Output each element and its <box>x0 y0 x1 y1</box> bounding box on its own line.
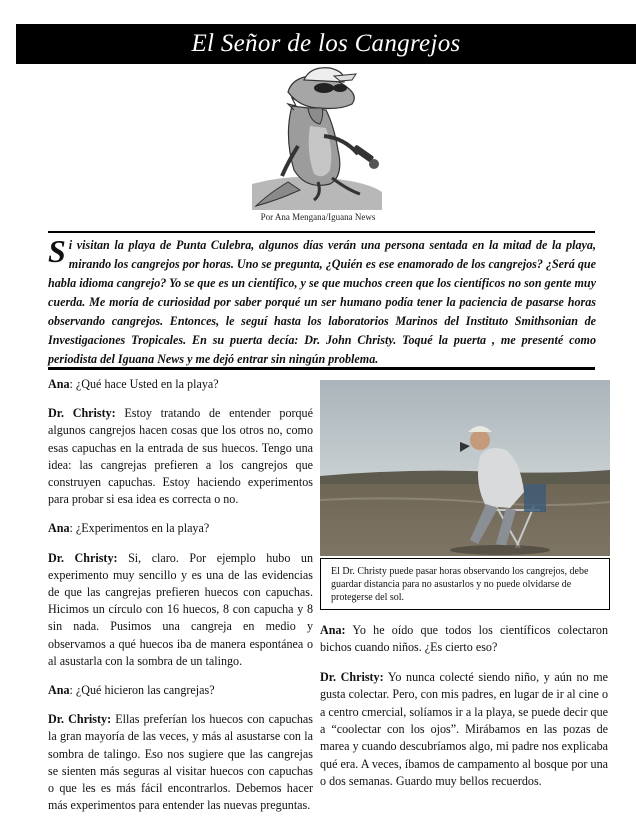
answer-text: Ellas preferían los huecos con capuchas la gran mayoría de las veces, y más al asustarse con la sombra de talingo. Eso nos sugiere que las cangrejas se sienten más seguras al visitar huecos con capuchas o que les es más fácil encontrarlos. Debemos hacer más experimentos para entender las nuevas preguntas. <box>48 712 313 813</box>
answer-text: Estoy tratando de entender porqué algunos cangrejos hacen cosas que los otros no, como esas capuchas en la entrada de sus huecos. Tengo una idea: las cangrejas prefieren a los cangrejos que construyen capuchas. Estoy haciendo experimentos para probar si esa idea es correcta o no. <box>48 406 313 507</box>
answer <box>48 405 313 508</box>
photo-caption: El Dr. Christy puede pasar horas observando los cangrejos, debe guardar distancia para no asustarlos y no puede olvidarse de protegerse del sol. <box>320 558 610 610</box>
iguana-reporter-icon <box>248 66 384 210</box>
beach-scientist-photo <box>320 380 610 556</box>
question <box>320 622 608 657</box>
title-banner <box>16 24 636 64</box>
answer-text: ¿Qué hicieron las cangrejas? <box>75 683 215 698</box>
speaker: Ana <box>48 683 70 698</box>
interview-right-column <box>320 622 608 803</box>
answer <box>48 711 313 814</box>
speaker: Ana <box>48 377 70 391</box>
top-divider <box>48 231 595 233</box>
section-divider <box>48 367 595 370</box>
speaker: Ana <box>48 521 70 536</box>
answer-text: Si, claro. Por ejemplo hubo un experimento muy sencillo y es una de las evidencias de que las cangrejas prefieren huecos con capuchas. Hicimos un círculo con 16 huecos, 8 con capucha y 8 sin nada. Pusimos una cangreja en medio y observamos a qué huecos iba de manera espontánea o al asustarla con la sombra de un talingo. <box>48 550 313 668</box>
answer-text: ¿Qué hace Usted en la playa? <box>75 377 219 391</box>
answer-text: ¿Experimentos en la playa? <box>75 521 210 536</box>
page-title: El Señor de los Cangrejos <box>191 30 461 57</box>
dropcap: S <box>48 233 66 269</box>
speaker: Ana: <box>320 623 346 637</box>
answer <box>48 550 313 670</box>
speaker: Dr. Christy: <box>48 406 116 421</box>
answer <box>320 669 608 791</box>
speaker: Dr. Christy: <box>48 550 118 565</box>
intro-text: i visitan la playa de Punta Culebra, algunos días verán una persona sentada en la mitad de la playa, mirando los cangrejos por horas. Uno se pregunta, ¿Quién es ese enamorado de los cangrejos? ¿Será que habla idioma cangrejo? Yo se que es un científico, y se que muchos creen que los científicos no son gente muy cuerda. Me moría de curiosidad por saber porqué un ser humano podía tener la paciencia de pasarse horas observando cangrejos. Entonces, le seguí hasta los laboratorios Marinos del Instituto Smithsonian de Investigaciones Tropicales. En su puerta decía: Dr. John Christy. Toqué la puerta , me presenté como periodista del Iguana News y me dejó entrar sin ningún problema. <box>48 238 596 366</box>
answer-text: Yo nunca colecté siendo niño, y aún no me gusta colectar. Pero, con mis padres, en lugar de ir al cine o a centro cmercial, solíamos ir a la playa, se puede decir que a “coolectar con los ojos”. Mirábamos en las pozas de marea y cuando descubríamos algo, mi padre nos explicaba qué era. A veces, íbamos de campamento al bosque por una o dos semanas. Guardo muy bellos recuerdos. <box>320 669 608 789</box>
answer-text: Yo he oído que todos los científicos colectaron bichos cuando niños. ¿Es cierto eso? <box>320 623 608 655</box>
illustration-credit: Por Ana Mengana/Iguana News <box>260 212 376 222</box>
question: Ana: ¿Experimentos en la playa? <box>48 521 210 536</box>
question: Ana: ¿Qué hicieron las cangrejas? <box>48 683 215 698</box>
interview-left-column <box>48 376 313 826</box>
speaker: Dr. Christy: <box>48 712 112 727</box>
intro-paragraph <box>48 233 596 369</box>
speaker: Dr. Christy: <box>320 669 384 684</box>
question: Ana: ¿Qué hace Usted en la playa? <box>48 377 219 391</box>
